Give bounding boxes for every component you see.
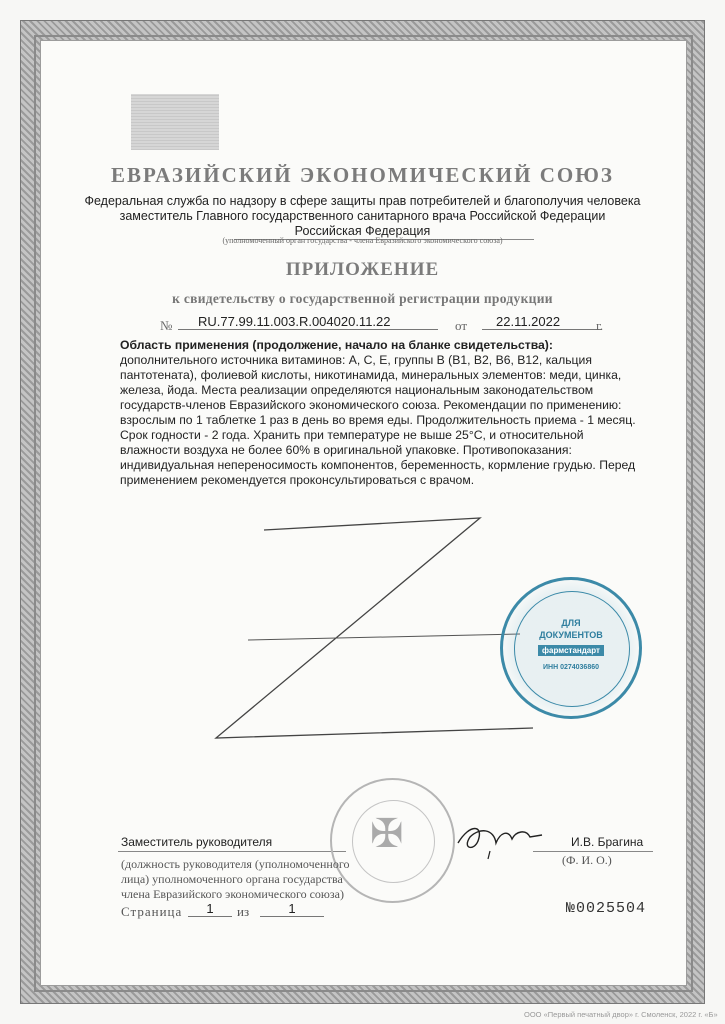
authority-line-2: заместитель Главного государственного санитарного врача Российской Федерации: [119, 209, 606, 223]
stamp-brand-label: фармстандарт: [538, 645, 604, 656]
application-area-lead: Область применения (продолжение, начало на бланке свидетельства):: [120, 338, 553, 352]
year-suffix: г.: [596, 318, 604, 333]
signer-position-b: руководителя: [196, 835, 273, 849]
authority-line-1: Федеральная служба по надзору в сфере защиты прав потребителей и благополучия человека: [84, 194, 641, 208]
double-headed-eagle-icon: ✠: [370, 812, 404, 856]
stamp-text-for: ДЛЯ: [561, 618, 581, 628]
signer-position-a: Заместитель: [121, 835, 193, 849]
application-area-text: дополнительного источника витаминов: А, С, Е, группы В (В1, В2, В6, В12, кальция пантотената), фолиевой кислоты, никотинамида, минеральных элементов: меди, цинка, железа, йода. Места реализации определяются национальным законодательством государств-членов Евразийского экономического союза. Рекомендации по применению: взрослым по 1 таблетке 1 раз в день во время еды. Продолжительность приема - 1 месяц. Срок годности - 2 года. Хранить при температуре не выше 25°С, и относительной влажности воздуха не более 60% в оригинальной упаковке. Противопоказания: индивидуальная непереносимость компонентов, беременность, кормление грудью. Перед применением рекомендуется проконсультироваться с врачом.: [120, 353, 636, 487]
union-title: ЕВРАЗИЙСКИЙ ЭКОНОМИЧЕСКИЙ СОЮЗ: [111, 163, 614, 187]
authority-note: (уполномоченный орган государства - члена Евразийского экономического союза): [222, 236, 503, 245]
stamp-brand: [503, 646, 639, 655]
position-underline: [118, 851, 346, 852]
name-note: (Ф. И. О.): [562, 853, 612, 867]
page-label: Страница: [121, 904, 183, 919]
certificate-date: 22.11.2022: [482, 314, 602, 330]
page-of-label: из: [237, 904, 250, 919]
page-current: 1: [188, 901, 232, 917]
certificate-number: RU.77.99.11.003.R.004020.11.22: [178, 314, 438, 330]
position-note-2: лица) уполномоченного органа государства: [121, 872, 343, 886]
page-total: 1: [260, 901, 324, 917]
position-note-3: члена Евразийского экономического союза): [121, 887, 344, 901]
position-note-1: (должность руководителя (уполномоченного: [121, 857, 350, 871]
number-label: №: [160, 318, 173, 333]
stamp-text-documents: ДОКУМЕНТОВ: [539, 630, 603, 640]
date-from-label: от: [455, 318, 468, 333]
company-stamp: [500, 577, 642, 719]
authority-line-3: Российская Федерация: [294, 224, 431, 238]
signature: [450, 815, 550, 860]
signer-name: И.В. Брагина: [571, 835, 644, 849]
stamp-inn: ИНН 0274036860: [542, 664, 600, 671]
application-area: [120, 338, 645, 488]
redacted-area: [131, 94, 219, 150]
form-number: №0025504: [566, 900, 647, 917]
printer-imprint: ООО «Первый печатный двор» г. Смоленск, 2022 г. «Б»: [524, 1010, 718, 1019]
annex-title: ПРИЛОЖЕНИЕ: [285, 259, 440, 280]
annex-subtitle: к свидетельству о государственной регистрации продукции: [172, 291, 553, 306]
government-seal: [330, 778, 455, 903]
